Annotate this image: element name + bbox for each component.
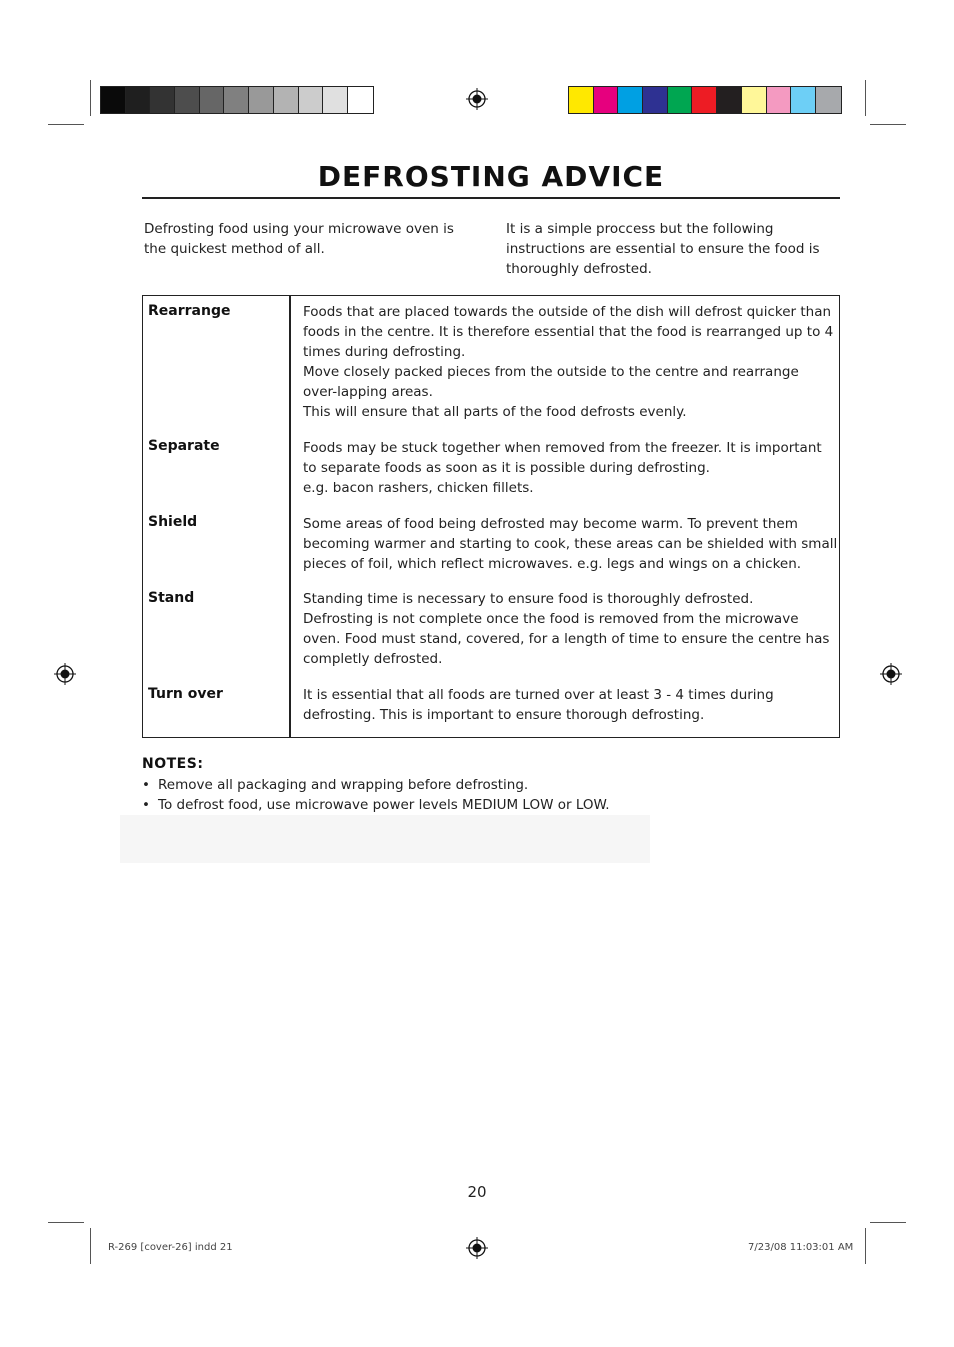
color-swatch	[126, 87, 151, 113]
desc-line: Defrosting is not complete once the food is removed from the microwave	[303, 611, 799, 627]
color-swatch	[668, 87, 693, 113]
color-swatch	[742, 87, 767, 113]
intro-line: the quickest method of all.	[144, 241, 325, 257]
crop-mark	[870, 124, 906, 125]
registration-mark-icon	[466, 1237, 488, 1259]
desc-line: This will ensure that all parts of the food defrosts evenly.	[303, 404, 687, 420]
term-separate: Separate	[148, 438, 220, 454]
desc-rearrange	[303, 302, 835, 422]
term-stand: Stand	[148, 590, 195, 606]
color-swatch	[717, 87, 742, 113]
note-item	[142, 797, 610, 813]
title-rule	[142, 197, 840, 199]
color-swatch	[816, 87, 841, 113]
footer-timestamp: 7/23/08 11:03:01 AM	[748, 1242, 854, 1253]
table-divider	[289, 296, 291, 737]
footer-file-name: R-269 [cover-26] indd 21	[108, 1242, 233, 1253]
color-swatch	[569, 87, 594, 113]
term-turn-over: Turn over	[148, 686, 223, 702]
desc-line: oven. Food must stand, covered, for a length of time to ensure the centre has	[303, 631, 830, 647]
desc-turn-over	[303, 685, 835, 725]
bullet-icon: •	[142, 797, 150, 813]
crop-mark	[48, 1222, 84, 1223]
advice-table	[142, 295, 840, 738]
desc-shield	[303, 514, 838, 574]
color-swatch	[643, 87, 668, 113]
note-text: Remove all packaging and wrapping before defrosting.	[158, 777, 529, 793]
desc-line: over-lapping areas.	[303, 384, 433, 400]
term-rearrange: Rearrange	[148, 303, 231, 319]
page-number: 20	[467, 1183, 487, 1201]
notes-title: NOTES:	[142, 756, 204, 772]
color-swatch	[101, 87, 126, 113]
intro-left	[144, 219, 484, 259]
color-swatch	[323, 87, 348, 113]
desc-line: It is essential that all foods are turned over at least 3 - 4 times during	[303, 687, 774, 703]
intro-line: Defrosting food using your microwave oven is	[144, 221, 454, 237]
desc-stand	[303, 589, 835, 669]
intro-right	[506, 219, 840, 279]
desc-line: Some areas of food being defrosted may become warm. To prevent them	[303, 516, 798, 532]
faded-area	[120, 815, 650, 863]
color-swatch	[274, 87, 299, 113]
desc-line: completly defrosted.	[303, 651, 443, 667]
crop-mark	[90, 80, 91, 116]
desc-line: Move closely packed pieces from the outside to the centre and rearrange	[303, 364, 799, 380]
color-swatch	[249, 87, 274, 113]
registration-mark-icon	[54, 663, 76, 685]
desc-line: Foods may be stuck together when removed from the freezer. It is important	[303, 440, 822, 456]
grayscale-bar	[100, 86, 374, 114]
desc-separate	[303, 438, 835, 498]
crop-mark	[870, 1222, 906, 1223]
crop-mark	[865, 80, 866, 116]
desc-line: to separate foods as soon as it is possible during defrosting.	[303, 460, 710, 476]
registration-mark-icon	[466, 88, 488, 110]
intro-line: It is a simple proccess but the following	[506, 221, 774, 237]
desc-line: pieces of foil, which reflect microwaves. e.g. legs and wings on a chicken.	[303, 556, 802, 572]
color-swatch	[150, 87, 175, 113]
desc-line: e.g. bacon rashers, chicken fillets.	[303, 480, 534, 496]
bullet-icon: •	[142, 777, 150, 793]
intro-line: instructions are essential to ensure the food is	[506, 241, 820, 257]
desc-line: Foods that are placed towards the outside of the dish will defrost quicker than	[303, 304, 832, 320]
color-swatch	[299, 87, 324, 113]
color-bar	[568, 86, 842, 114]
crop-mark	[48, 124, 84, 125]
term-shield: Shield	[148, 514, 198, 530]
desc-line: Standing time is necessary to ensure food is thoroughly defrosted.	[303, 591, 754, 607]
crop-mark	[90, 1228, 91, 1264]
desc-line: becoming warmer and starting to cook, these areas can be shielded with small	[303, 536, 838, 552]
desc-line: defrosting. This is important to ensure thorough defrosting.	[303, 707, 705, 723]
note-item	[142, 777, 528, 793]
desc-line: foods in the centre. It is therefore essential that the food is rearranged up to 4	[303, 324, 834, 340]
color-swatch	[175, 87, 200, 113]
intro-line: thoroughly defrosted.	[506, 261, 652, 277]
color-swatch	[200, 87, 225, 113]
page-title: DEFROSTING ADVICE	[317, 160, 665, 193]
color-swatch	[767, 87, 792, 113]
color-swatch	[692, 87, 717, 113]
color-swatch	[224, 87, 249, 113]
color-swatch	[618, 87, 643, 113]
color-swatch	[594, 87, 619, 113]
desc-line: times during defrosting.	[303, 344, 466, 360]
color-swatch	[348, 87, 373, 113]
crop-mark	[865, 1228, 866, 1264]
registration-mark-icon	[880, 663, 902, 685]
color-swatch	[791, 87, 816, 113]
note-text: To defrost food, use microwave power levels MEDIUM LOW or LOW.	[158, 797, 610, 813]
